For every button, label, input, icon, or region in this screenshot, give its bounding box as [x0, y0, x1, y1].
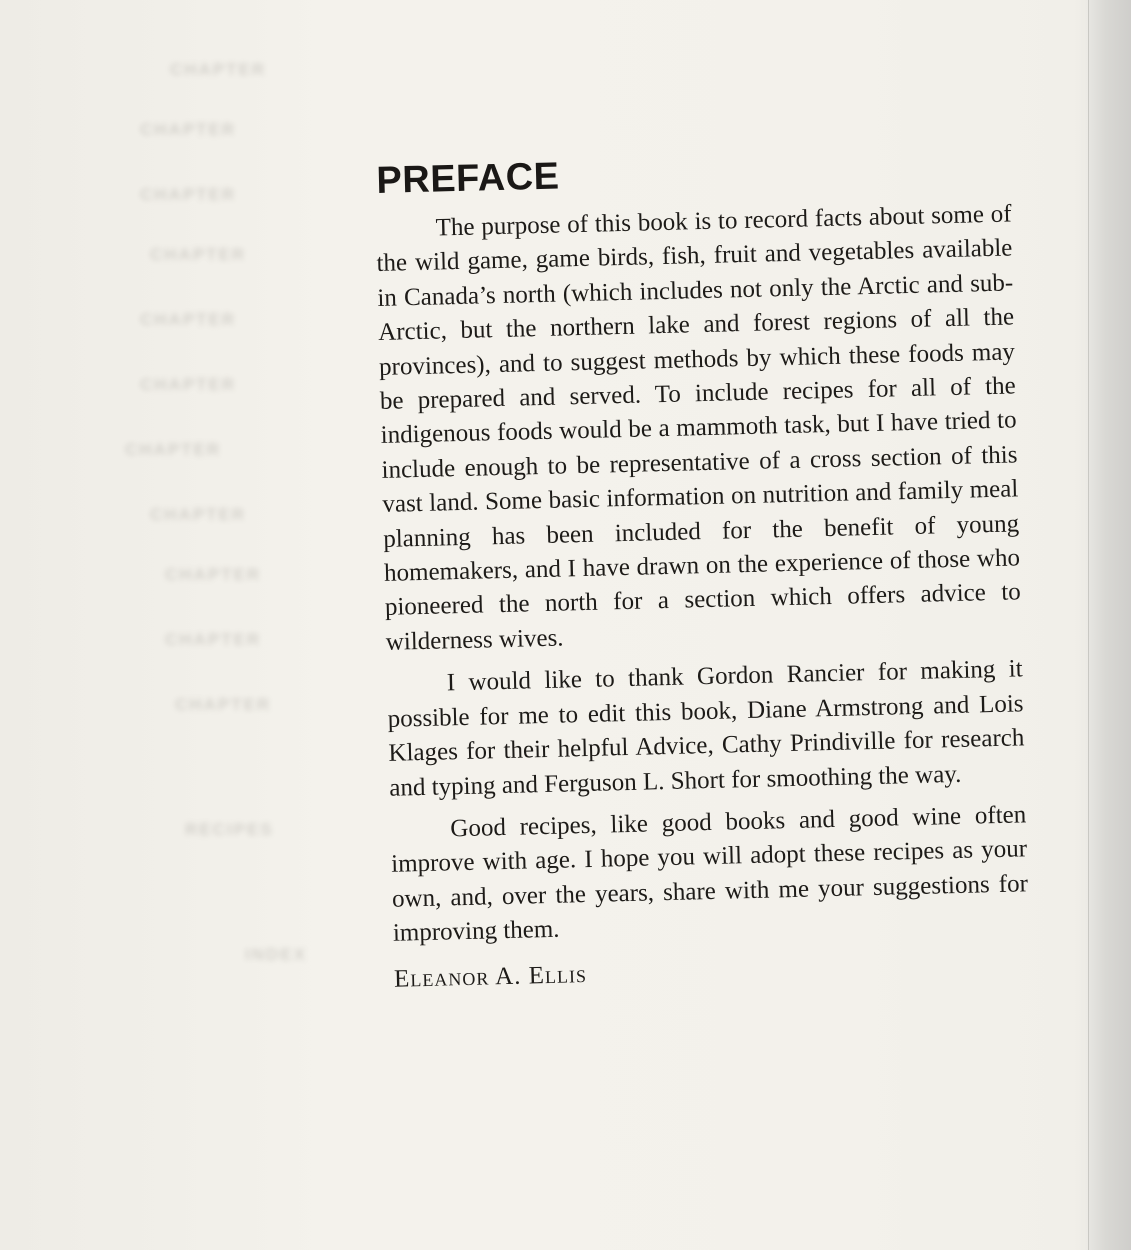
preface-content: [374, 144, 1030, 993]
page-title: PREFACE: [375, 155, 560, 202]
paragraph-purpose: The purpose of this book is to record facts about some of the wild game, game birds, fish, fruit and vegetables available in Canada’s north (which includes not only the Arctic and sub-Arctic, but the northern lake and forest regions of all the provinces), and to suggest methods by which these foods may be prepared and served. To include recipes for all of the indigenous foods would be a mammoth task, but I have tried to include enough to be representative of a cross section of this vast land. Some basic information on nutrition and family meal planning has been included for the benefit of young homemakers, and I have drawn on the experience of those who pioneered the north for a section which offers advice to wilderness wives.: [376, 200, 1022, 656]
paragraph-closing: Good recipes, like good books and good wine often improve with age. I hope you will adopt these recipes as your own, and, over the years, share with me your suggestions for improving them.: [390, 801, 1029, 947]
show-through-text: CHAPTER CHAPTER CHAPTER CHAPTER CHAPTER CHAPTER CHAPTER CHAPTER CHAPTER CHAPTER CHAPTER RECIPES INDEX: [125, 60, 307, 964]
page-edge: [1088, 0, 1131, 1250]
author-signature: Eleanor A. Ellis: [393, 960, 588, 993]
paragraph-acknowledgements: I would like to thank Gordon Rancier for making it possible for me to edit this book, Diane Armstrong and Lois Klages for their helpful Advice, Cathy Prindiville for research and typing and Ferguson L. Short for smoothing the way.: [387, 655, 1025, 802]
